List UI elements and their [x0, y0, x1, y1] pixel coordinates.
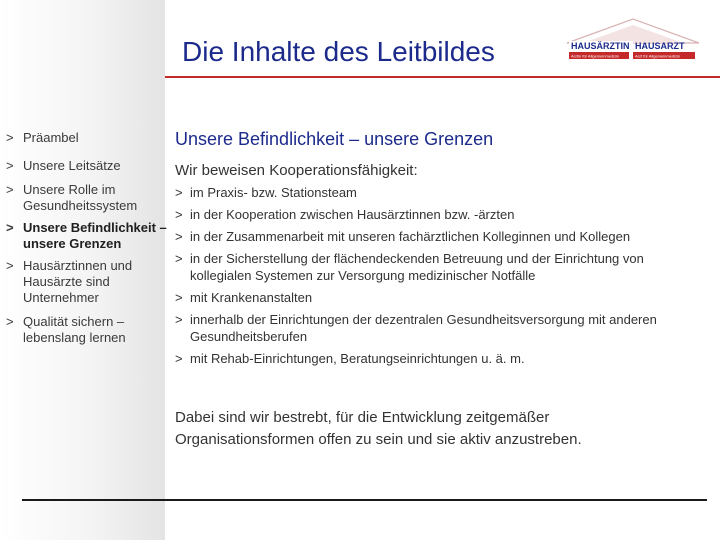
- list-item: [175, 289, 705, 306]
- chevron-right-icon: >: [6, 182, 14, 197]
- list-item-text: mit Krankenanstalten: [190, 290, 313, 305]
- list-item: [175, 350, 705, 367]
- bullet-list: [175, 184, 705, 372]
- nav-item-befindlichkeit[interactable]: [6, 220, 171, 252]
- logo-left-tagline: Ärztin für Allgemeinmedizin: [571, 53, 620, 59]
- slide-title: Die Inhalte des Leitbildes: [182, 36, 495, 67]
- chevron-right-icon: >: [175, 290, 183, 305]
- list-item-text: in der Zusammenarbeit mit unseren fachärztlichen Kolleginnen und Kollegen: [190, 229, 631, 244]
- nav-item-label: Hausärztinnen und Hausärzte sind Unternehmer: [23, 258, 133, 305]
- chevron-right-icon: >: [6, 220, 14, 235]
- section-heading: Unsere Befindlichkeit – unsere Grenzen: [175, 129, 494, 149]
- nav-item-rolle[interactable]: [6, 182, 171, 214]
- nav-item-praeambel[interactable]: [6, 130, 171, 146]
- nav-item-label: Qualität sichern – lebenslang lernen: [23, 314, 126, 345]
- list-item: [175, 250, 705, 284]
- nav-item-qualitaet[interactable]: [6, 314, 171, 346]
- nav-item-label: Unsere Rolle im Gesundheitssystem: [23, 182, 138, 213]
- chevron-right-icon: >: [175, 312, 183, 327]
- nav-item-label: Unsere Leitsätze: [23, 158, 121, 173]
- list-item-text: in der Kooperation zwischen Hausärztinnen bzw. -ärzten: [190, 207, 515, 222]
- footer-divider: [22, 499, 707, 501]
- logo-right-tagline: Arzt für Allgemeinmedizin: [635, 53, 681, 59]
- chevron-right-icon: >: [6, 158, 14, 173]
- intro-text: Wir beweisen Kooperationsfähigkeit:: [175, 162, 418, 179]
- chevron-right-icon: >: [6, 258, 14, 273]
- hausarzt-logo: [563, 17, 703, 65]
- nav-item-unternehmer[interactable]: [6, 258, 171, 306]
- closing-paragraph: Dabei sind wir bestrebt, für die Entwicklung zeitgemäßer Organisationsformen offen zu sein und sie aktiv anzustreben.: [175, 409, 582, 448]
- nav-item-label: Präambel: [23, 130, 79, 145]
- list-item: [175, 311, 705, 345]
- chevron-right-icon: >: [175, 251, 183, 266]
- logo-right-name: HAUSARZT: [635, 41, 685, 51]
- nav-item-leitsaetze[interactable]: [6, 158, 171, 174]
- chevron-right-icon: >: [6, 130, 14, 145]
- chevron-right-icon: >: [175, 351, 183, 366]
- chevron-right-icon: >: [6, 314, 14, 329]
- list-item: [175, 184, 705, 201]
- list-item-text: innerhalb der Einrichtungen der dezentralen Gesundheitsversorgung mit anderen Gesundheitsberufen: [190, 312, 657, 344]
- logo-left-name: HAUSÄRZTIN: [571, 41, 630, 51]
- chevron-right-icon: >: [175, 207, 183, 222]
- title-divider: [165, 76, 720, 78]
- list-item: [175, 228, 705, 245]
- nav-item-label: Unsere Befindlichkeit – unsere Grenzen: [23, 220, 167, 251]
- chevron-right-icon: >: [175, 185, 183, 200]
- list-item: [175, 206, 705, 223]
- list-item-text: im Praxis- bzw. Stationsteam: [190, 185, 357, 200]
- chevron-right-icon: >: [175, 229, 183, 244]
- list-item-text: in der Sicherstellung der flächendeckenden Betreuung und der Einrichtung von kollegialen Systemen zur Versorgung medizinischer Notfälle: [190, 251, 644, 283]
- sidebar-nav: [6, 130, 171, 360]
- list-item-text: mit Rehab-Einrichtungen, Beratungseinrichtungen u. ä. m.: [190, 351, 525, 366]
